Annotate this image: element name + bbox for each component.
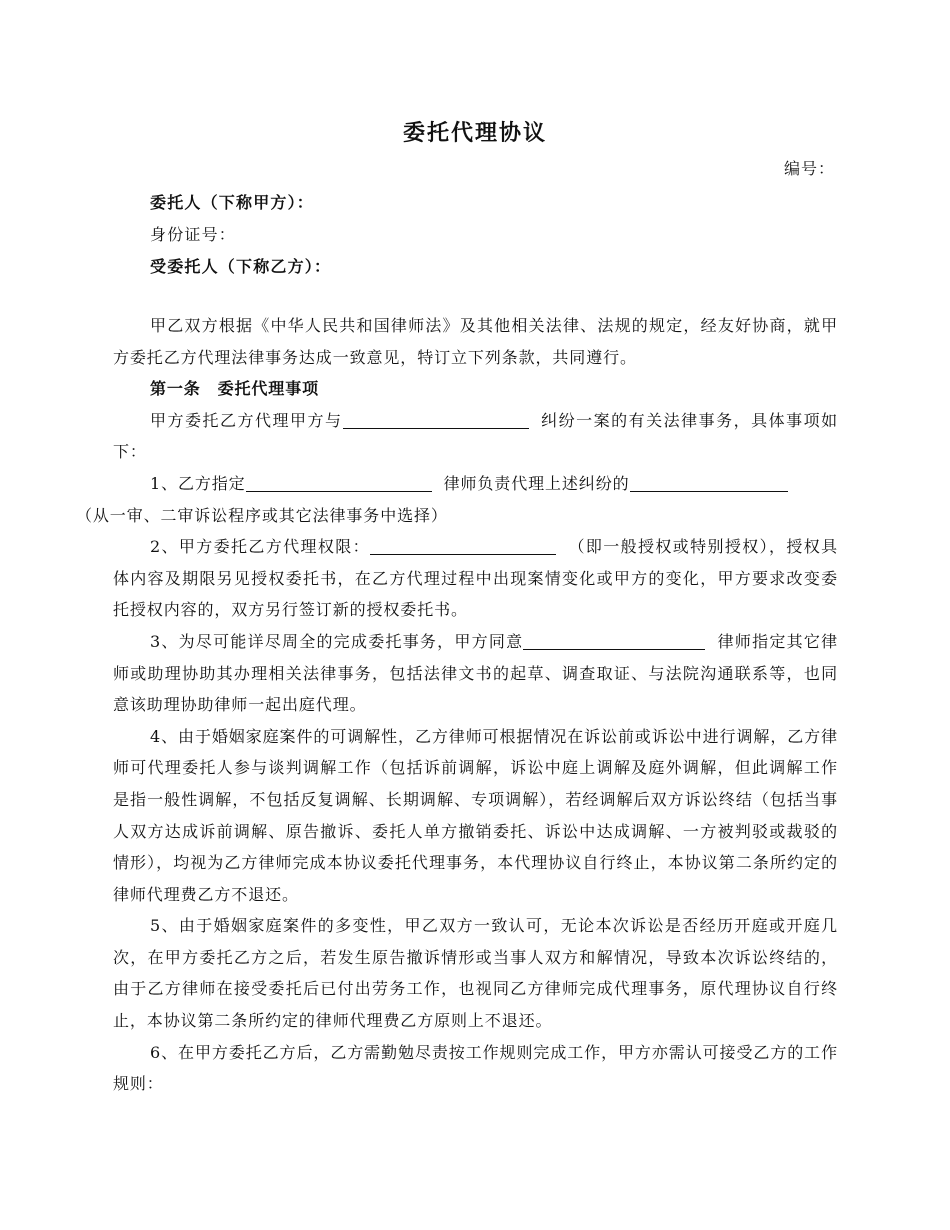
item-3-paragraph [113, 626, 838, 721]
item-1-text-post: （从一审、二审诉讼程序或其它法律事务中选择） [76, 505, 448, 525]
procedure-blank[interactable] [630, 473, 788, 492]
agreement-body [76, 310, 838, 1100]
article-1-text-pre: 甲方委托乙方代理甲方与 [150, 410, 343, 430]
item-2-text-post: （即一般授权或特别授权），授权具体内容及期限另见授权委托书，在乙方代理过程中出现案情变化或甲方的变化，甲方要求改变委托授权内容的，双方另行签订新的授权委托书。 [113, 537, 838, 620]
item-1-paragraph [76, 468, 838, 531]
item-5-paragraph: 5、由于婚姻家庭案件的多变性，甲乙双方一致认可，无论本次诉讼是否经历开庭或开庭几次，在甲方委托乙方之后，若发生原告撤诉情形或当事人双方和解情况，导致本次诉讼终结的，由于乙方律师在接受委托后已付出劳务工作，也视同乙方律师完成代理事务，原代理协议自行终止，本协议第二条所约定的律师代理费乙方原则上不退还。 [113, 916, 838, 1031]
document-title: 委托代理协议 [402, 120, 547, 146]
authority-blank[interactable] [370, 536, 556, 555]
agent-label: 受委托人（下称乙方）： [150, 257, 332, 276]
item-3-text-post: 律师指定其它律师或助理协助其办理相关法律事务，包括法律文书的起草、调查取证、与法院沟通联系等，也同意该助理协助律师一起出庭代理。 [113, 631, 838, 715]
intro-paragraph: 甲乙双方根据《中华人民共和国律师法》及其他相关法律、法规的规定，经友好协商，就甲方委托乙方代理法律事务达成一致意见，特订立下列条款，共同遵行。 [113, 316, 838, 367]
document-number-label: 编号： [784, 159, 836, 178]
article-1-paragraph [113, 405, 838, 468]
item-2-text-pre: 2、甲方委托乙方代理权限： [150, 537, 371, 557]
dispute-party-blank[interactable] [343, 410, 529, 429]
lawyer-name-blank[interactable] [246, 473, 432, 492]
id-number-label: 身份证号： [150, 225, 237, 244]
assisting-lawyer-blank[interactable] [523, 631, 705, 650]
article-1-text-post: 纠纷一案的有关法律事务，具体事项如下： [113, 410, 838, 462]
client-label: 委托人（下称甲方）： [150, 193, 315, 212]
item-1-text-mid: 律师负责代理上述纠纷的 [443, 473, 630, 493]
item-3-text-pre: 3、为尽可能详尽周全的完成委托事务，甲方同意 [150, 631, 524, 651]
item-2-paragraph [113, 531, 838, 626]
item-4-paragraph: 4、由于婚姻家庭案件的可调解性，乙方律师可根据情况在诉讼前或诉讼中进行调解，乙方律师可代理委托人参与谈判调解工作（包括诉前调解，诉讼中庭上调解及庭外调解，但此调解工作是指一般性调解，不包括反复调解、长期调解、专项调解），若经调解后双方诉讼终结（包括当事人双方达成诉前调解、原告撤诉、委托人单方撤销委托、诉讼中达成调解、一方被判驳或裁驳的情形），均视为乙方律师完成本协议委托代理事务，本代理协议自行终止，本协议第二条所约定的律师代理费乙方不退还。 [113, 726, 838, 904]
item-1-text-pre: 1、乙方指定 [150, 473, 246, 493]
article-1-heading: 第一条 委托代理事项 [150, 379, 320, 399]
item-6-paragraph: 6、在甲方委托乙方后，乙方需勤勉尽责按工作规则完成工作，甲方亦需认可接受乙方的工作规则： [113, 1042, 838, 1094]
